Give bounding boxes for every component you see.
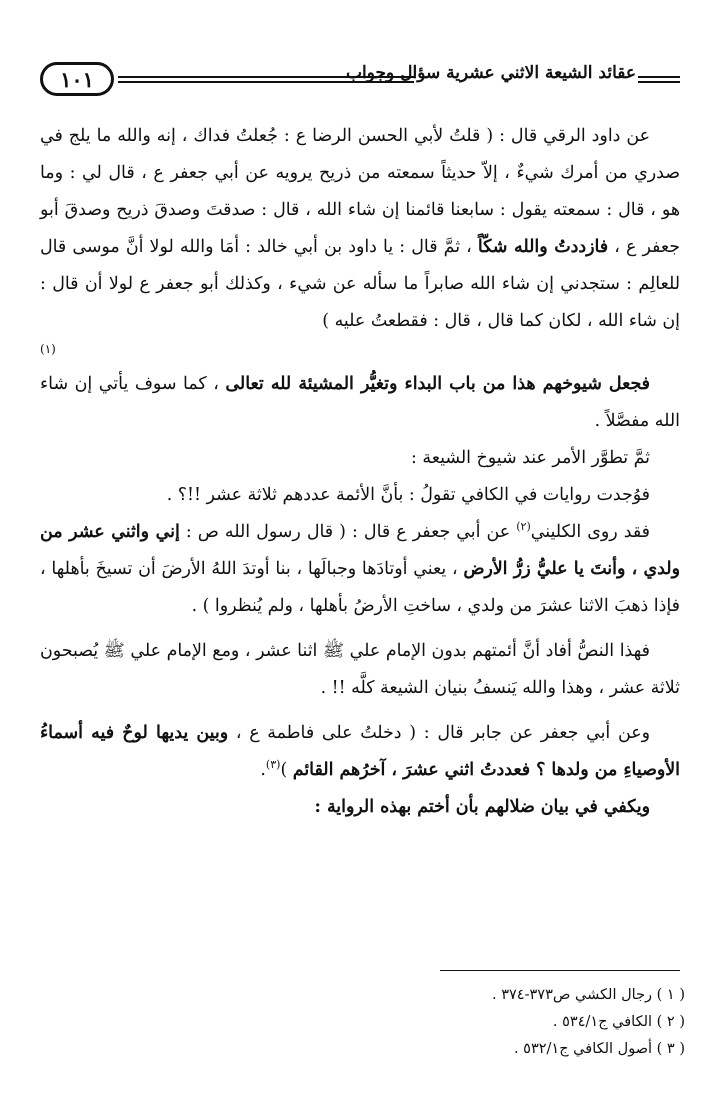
paragraph-bada: فجعل شيوخهم هذا من باب البداء وتغيُّر المشيئة لله تعالى ، كما سوف يأتي إن شاء الله مفصَّلاً . [40, 374, 680, 431]
footnote-2: ( ٢ ) الكافي ج٥٣٤/١ . [552, 1014, 685, 1030]
paragraph-final-intro: ويكفي في بيان ضلالهم بأن أختم بهذه الرواية : [314, 797, 650, 817]
header-rule [638, 81, 680, 83]
paragraph-development: ثمَّ تطوَّر الأمر عند شيوخ الشيعة : [411, 448, 650, 468]
footnote-1: ( ١ ) رجال الكشي ص٣٧٣-٣٧٤ . [492, 987, 685, 1003]
page-header [40, 62, 680, 102]
paragraph-kafi-thirteen: فوُجدت روايات في الكافي تقولُ : بأنَّ الأئمة عددهم ثلاثة عشر !!؟ . [166, 485, 650, 505]
footnote-separator [440, 970, 680, 971]
header-rule [638, 76, 680, 78]
footnotes [40, 982, 685, 1063]
paragraph-jabir-narration: وعن أبي جعفر عن جابر قال : ( دخلتُ على فاطمة ع ، وبين يديها لوحٌ فيه أسماءُ الأوصياءِ من ولدها ؟ فعددتُ اثني عشرَ ، آخرُهم القائم )$^{(٣)}$. [40, 723, 680, 780]
page-number: ١٠١ [40, 62, 114, 96]
bold-phrase: فازددتُ والله شكّاً [477, 237, 609, 257]
paragraph-kulayni-narration: فقد روى الكليني$^{(٢)}$ عن أبي جعفر ع قال : ( قال رسول الله ص : إني واثني عشر من ولدي ، وأنتَ يا عليُّ زرُّ الأرض ، يعني أوتادَها وجبالَها ، بنا أوتدَ اللهُ الأرضَ أن تسيخَ بأهلها ، فإذا ذهبَ الاثنا عشرَ من ولدي ، ساختِ الأرضُ بأهلها ، ولم يُنظروا ) . [40, 520, 680, 616]
paragraph-conclusion: فهذا النصُّ أفاد أنَّ أئمتهم بدون الإمام علي ﷺ اثنا عشر ، ومع الإمام علي ﷺ يُصبحون ثلاثة عشر ، وهذا والله يَنسفُ بنيان الشيعة كلَّه !! . [40, 641, 680, 698]
footnote-ref-3: (٣) [265, 758, 281, 772]
footnote-3: ( ٣ ) أصول الكافي ج٥٣٢/١ . [513, 1041, 685, 1057]
bold-phrase: إني واثني عشر من ولدي ، وأنتَ يا عليُّ زرُّ الأرض [40, 522, 680, 579]
bold-phrase: فجعل شيوخهم هذا من باب البداء وتغيُّر المشيئة لله تعالى [225, 374, 650, 394]
footnote-ref-2: (٢) [516, 520, 531, 534]
book-title: عقائد الشيعة الاثني عشرية سؤال وجواب [346, 63, 636, 83]
bold-phrase: وبين يديها لوحٌ فيه أسماءُ الأوصياءِ من ولدها ؟ فعددتُ اثني عشرَ ، آخرُهم القائم [40, 723, 680, 780]
paragraph-daud-narration: عن داود الرقي قال : ( قلتُ لأبي الحسن الرضا ع : جُعلتُ فداك ، إنه والله ما يلج في صدري من أمرك شيءٌ ، إلاّ حديثاً سمعته من ذريح يرويه عن أبي جعفر ع ، قال لي : وما هو ، قال : سمعته يقول : سابعنا قائمنا إن شاء الله ، قال : صدقتَ وصدقَ ذريح وصدقَ أبو جعفر ع ، فازددتُ والله شكّاً ، ثمَّ قال : يا داود بن أبي خالد : أمَا والله لولا أنَّ موسى قال للعالِم : ستجدني إن شاء الله صابراً ما سأله عن شيء ، وكذلك أبو جعفر ع لولا أن قال : إن شاء الله ، لكان كما قال ، قال : فقطعتُ عليه ) (١) [40, 126, 680, 356]
footnote-ref-1: (١) [40, 342, 56, 356]
page-body [40, 118, 680, 826]
